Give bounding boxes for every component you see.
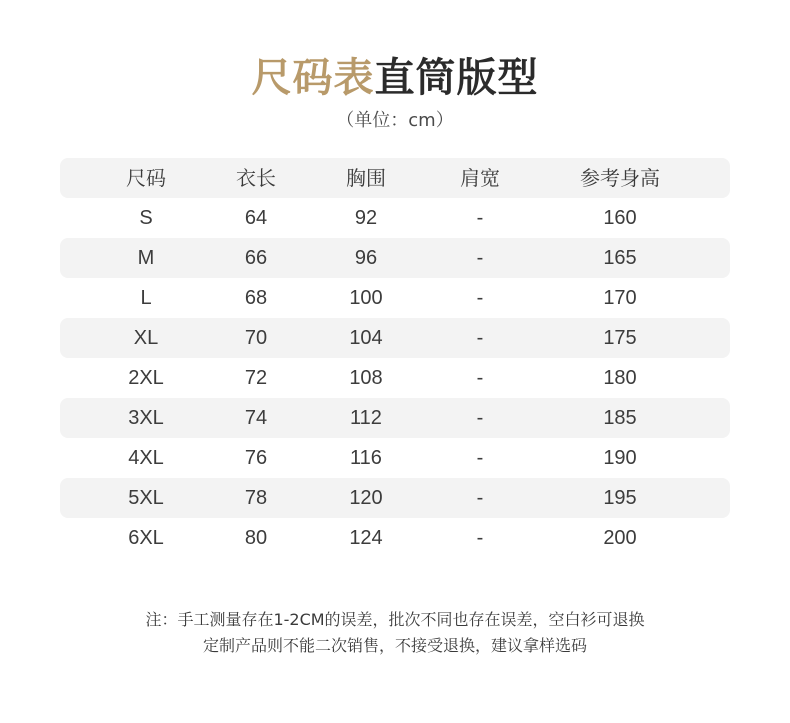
cell-size: S [139,207,153,229]
cell-shoulder: - [476,407,484,429]
cell-size: 5XL [128,487,164,509]
cell-chest: 116 [350,447,382,469]
cell-shoulder: - [476,367,484,389]
header-length: 衣长 [236,166,276,190]
cell-chest: 104 [349,327,383,349]
cell-height: 170 [603,287,637,309]
note-line-1: 注：手工测量存在1-2CM的误差，批次不同也存在误差，空白衫可退换 [145,610,645,629]
cell-length: 76 [244,447,268,469]
cell-height: 195 [603,487,637,509]
table-row [60,238,730,278]
cell-height: 165 [603,247,637,269]
cell-chest: 92 [354,207,378,229]
header-shoulder: 肩宽 [460,166,500,190]
note-line-2: 定制产品则不能二次销售，不接受退换，建议拿样选码 [202,636,587,655]
header-height: 参考身高 [580,166,660,190]
cell-chest: 112 [350,407,382,429]
cell-shoulder: - [476,247,484,269]
cell-shoulder: - [476,207,484,229]
table-row [60,478,730,518]
cell-chest: 124 [349,527,383,549]
cell-length: 80 [244,527,268,549]
cell-chest: 96 [354,247,378,269]
table-row [60,318,730,358]
header-chest: 胸围 [346,166,386,190]
cell-length: 74 [244,407,268,429]
page-title [0,52,790,104]
cell-length: 66 [244,247,268,269]
cell-chest: 108 [349,367,383,389]
table-row [60,278,730,318]
cell-height: 200 [603,527,637,549]
cell-length: 72 [244,367,268,389]
unit-subtitle: （单位：cm） [336,110,454,131]
cell-chest: 100 [349,287,383,309]
cell-shoulder: - [476,487,484,509]
cell-length: 70 [244,327,268,349]
cell-size: 4XL [128,447,164,469]
cell-height: 175 [603,327,637,349]
cell-height: 160 [603,207,637,229]
table-row [60,398,730,438]
cell-size: 6XL [128,527,164,549]
cell-shoulder: - [476,327,484,349]
title-highlight: 尺码表 [251,55,375,101]
cell-shoulder: - [476,527,484,549]
header-size: 尺码 [126,166,166,190]
table-row [60,198,730,238]
cell-size: M [137,247,155,269]
size-table [60,158,730,558]
cell-size: 3XL [128,407,164,429]
table-row [60,518,730,558]
cell-height: 180 [603,367,637,389]
cell-height: 185 [603,407,637,429]
table-header-row [60,158,730,198]
cell-length: 68 [244,287,268,309]
cell-length: 64 [244,207,268,229]
cell-height: 190 [603,447,637,469]
cell-size: L [140,287,152,309]
cell-shoulder: - [476,447,484,469]
cell-size: 2XL [128,367,164,389]
cell-length: 78 [244,487,268,509]
cell-chest: 120 [349,487,383,509]
cell-size: XL [133,327,159,349]
title-main: 直筒版型 [374,55,539,101]
table-row [60,438,730,478]
cell-shoulder: - [476,287,484,309]
table-row [60,358,730,398]
